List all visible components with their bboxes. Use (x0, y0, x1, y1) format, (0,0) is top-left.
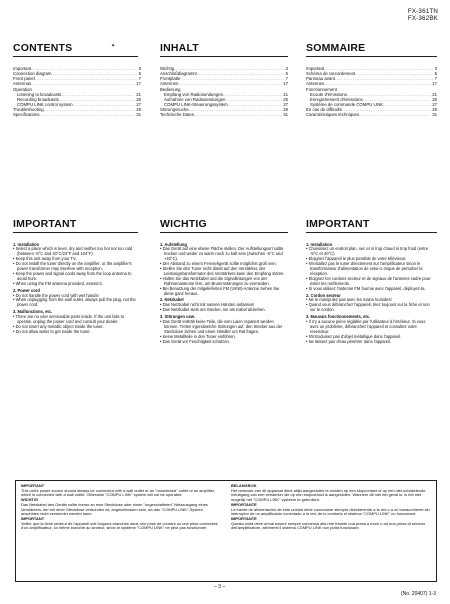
bullet-paragraph: • Keine Metallteile in den Tuner einführen. (160, 333, 236, 339)
toc-entry-label: Empfang von Radiosendungen (164, 91, 224, 97)
wichtig-body (160, 241, 285, 345)
bullet-paragraph: • Il n'y a aucune pièce réglable par l'utilisateur à l'intérieur. Si vous avez un problème, débranchez l'appareil et consultez votre revendeur. (306, 318, 426, 334)
bullet-paragraph: • Keep the power and signal cords away from the loop antenna to avoid hum. (13, 271, 132, 282)
inhalt-heading-block (160, 42, 288, 57)
toc-entry-page: 27 (283, 102, 288, 108)
bullet-paragraph: • Ne le manipulez pas avec les mains humides! (306, 297, 392, 303)
bullet-paragraph: • Halten Sie das Netzkabel und die Signalleitungen von der Rahmenantenne fern, um Brummstörungen zu vermeiden. (160, 276, 270, 287)
toc-entry-label: Technische Daten (160, 112, 195, 118)
bullet-paragraph: • Do not install the tuner directly on the amplifier, or the amplifier's power transformer may interfere with reception. (13, 261, 132, 272)
toc-entry-label: Connection diagram (13, 71, 52, 77)
bullet-paragraph: • Der Abstand zu einem Fernsehgerät sollte möglichst groß sein. (160, 261, 277, 267)
sommaire-title: SOMMAIRE (306, 42, 366, 54)
important-en-title: IMPORTANT (13, 218, 77, 230)
toc-entry-label: Antennen (160, 81, 179, 87)
section-heading: 1. Installation (13, 241, 40, 247)
notice-right-column (231, 484, 431, 531)
toc-entry-page: 29 (432, 107, 437, 113)
toc-entry-page: 21 (283, 91, 288, 97)
toc-entry-page: 17 (432, 81, 437, 87)
bullet-paragraph: • Bei Benutzung der mitgelieferten FM (UKW)-Antenne ziehen Sie diese ganz heraus. (160, 286, 280, 297)
toc-entry-label: Fonctionnement (306, 86, 337, 92)
section-heading: 3. Störungen usw. (160, 313, 196, 319)
toc-entry-page: 5 (434, 71, 437, 77)
bullet-paragraph: • When unplugging from the wall outlet, always pull the plug, not the power cord. (13, 297, 136, 308)
toc-leader-dots (194, 112, 282, 117)
bullet-paragraph: • Das Gerät enthält keine Teile, die vom Laien repariert werden können. Treten irgendwelche Störungen auf, den Stecker aus der Steckdose ziehen und einen Händler um Rat fragen. (160, 318, 283, 334)
contents-rule (13, 56, 138, 57)
toc-entry-label: Bedienung (160, 86, 181, 92)
toc-entry (13, 112, 141, 117)
notice-heading: IMPORTANTE (231, 515, 257, 521)
toc-entry-page: 25 (136, 96, 141, 102)
bullet-paragraph: • Ne laissez pas d'eau pénétrer dans l'appareil. (306, 338, 392, 344)
toc-entry-label: Front panel (13, 76, 35, 82)
toc-entry (160, 112, 288, 117)
toc-entry-label: Enregistrement d'émissions (310, 96, 363, 102)
toc-leader-dots (359, 112, 431, 117)
toc-entry-label: Recording broadcasts (17, 96, 59, 102)
toc-entry (13, 81, 141, 86)
toc-entry-page: 7 (434, 76, 437, 82)
bullet-paragraph: • N'installez pas le tuner directement sur l'amplificateur sinon le transformateur d'alimentation de celui-ci risque de perturber la réception. (306, 261, 423, 277)
sommaire-list (306, 66, 437, 118)
toc-entry-label: Specifications (13, 112, 40, 118)
bullet-paragraph: • Quand vous débranchez l'appareil, tirez toujours sur la fiche et non sur le cordon. (306, 302, 430, 313)
notice-heading: WICHTIG (21, 497, 39, 503)
toc-entry-label: COMPU LINK-Steuerungssystem (164, 102, 228, 108)
bullet-paragraph: • N'introduisez pas d'objet métallique dans l'appareil. (306, 333, 402, 339)
bullet-paragraph: • Eloignez l'appareil le plus possible de votre téléviseur. (306, 256, 407, 262)
section-heading: 2. Cordon secteur (306, 292, 341, 298)
toc-entry-label: Important (13, 66, 32, 71)
toc-entry-page: 27 (136, 102, 141, 108)
toc-entry-label: En cas de difficulté (306, 107, 342, 113)
toc-entry-page: 31 (432, 112, 437, 118)
bullet-paragraph: • When using the FM antenna provided, extend it. (13, 281, 103, 287)
bullet-paragraph: • Si vous utilisez l'antenne FM fournie avec l'appareil, déployez-la. (306, 286, 426, 292)
notice-left-column (21, 484, 221, 531)
toc-leader-dots (324, 81, 431, 86)
toc-entry-page: 29 (283, 107, 288, 113)
bullet-paragraph: • Eloignez les cordons secteur et de signaux de l'antenne cadre pour éviter les ronflements. (306, 276, 431, 287)
toc-entry-page: 5 (138, 71, 141, 77)
toc-entry-label: Panneau avant (306, 76, 335, 82)
toc-entry-label: Système de commande COMPU LINK (310, 102, 384, 108)
toc-entry-page: 17 (136, 81, 141, 87)
sommaire-heading-block (306, 42, 437, 57)
contents-title: CONTENTS (13, 42, 73, 54)
bullet-paragraph: • There are no user serviceable parts inside. If the unit fails to operate, unplug the power cord and consult your dealer. (13, 313, 125, 324)
toc-entry-label: Schéma de raccordement (306, 71, 356, 77)
toc-entry-page: 25 (432, 96, 437, 102)
toc-entry-page: 3 (434, 66, 437, 71)
toc-entry-page: 5 (285, 71, 288, 77)
section-heading: 2. Netzkabel (160, 297, 184, 303)
sommaire-rule (306, 56, 437, 57)
notice-heading: BELANGRIJK (231, 483, 257, 488)
toc-entry-page: 7 (285, 76, 288, 82)
toc-entry-page: 31 (283, 112, 288, 118)
bullet-paragraph: • Das Gerät auf eine ebene Fläche stellen. Der Aufstellungsort sollte trocken und weder zu warm noch zu kalt sein (zwischen -5°C und +40°C). (160, 246, 284, 262)
important-en-rule (13, 232, 138, 233)
toc-entry-page: 3 (138, 66, 141, 71)
important-en-heading-block (13, 218, 138, 233)
wichtig-title: WICHTIG (160, 218, 207, 230)
toc-entry-page: 17 (283, 81, 288, 87)
notice-heading: IMPORTANTE (231, 501, 257, 507)
toc-entry-label: Frontplatte (160, 76, 181, 82)
bullet-paragraph: • Do not handle the power cord with wet hands! (13, 292, 99, 298)
section-heading: 2. Power cord (13, 287, 40, 293)
page-number: – 3 – (214, 584, 226, 590)
toc-entry-label: COMPU LINK control system (17, 102, 73, 108)
contents-heading-block (13, 42, 138, 57)
section-heading: 1. Installation (306, 241, 333, 247)
contents-list (13, 66, 141, 118)
bullet-paragraph: • Das Netzkabel nicht mit nassen Händen anfassen! (160, 302, 255, 308)
toc-entry-label: Antennas (13, 81, 32, 87)
section-heading: 1. Aufstellung (160, 241, 187, 247)
toc-entry-page: 3 (285, 66, 288, 71)
important-en-body (13, 241, 136, 335)
bullet-paragraph: • Stellen Sie den Tuner nicht direkt auf den Verstärker, der Leistungstransformator des Verstärkers kann den Empfang stören. (160, 266, 285, 277)
toc-entry (306, 112, 437, 117)
notice-paragraph: La fuente de alimentación de este unidad debe conectarse siempre directamente a la red o a un tomacorriente sin interruptor de un amplificador conectado a la red; de lo contrario el sistema "COMPU LINK" no funcionará. (231, 506, 430, 517)
bullet-paragraph: • Das Gerät vor Feuchtigkeit schützen. (160, 338, 230, 344)
contents-logo-icon: ✦ (111, 43, 116, 49)
toc-entry-page: 21 (432, 91, 437, 97)
wichtig-rule (160, 232, 288, 233)
notice-paragraph: Questa unità deve ormai essere sempre connessa alla rete tramite una presa a muro o ad una presa di servizio dell'amplificatore, altrimenti il sistema COMPU LINK non potrà funzionare. (231, 520, 426, 531)
toc-entry-label: Troubleshooting (13, 107, 44, 113)
document-number: (No. 20407) 1-3 (400, 591, 436, 597)
important-fr-title: IMPORTANT (306, 218, 370, 230)
toc-entry-label: Operation (13, 86, 32, 92)
notice-heading: IMPORTANT (21, 515, 45, 521)
toc-entry-page: 25 (283, 96, 288, 102)
section-heading: 3. Malfunctions, etc. (13, 308, 53, 314)
wichtig-heading-block (160, 218, 288, 233)
notice-heading: IMPORTANT (21, 483, 45, 488)
inhalt-rule (160, 56, 288, 57)
toc-entry-page: 7 (138, 76, 141, 82)
toc-entry-label: Antennes (306, 81, 325, 87)
model-number-1: FX-361TN (407, 8, 438, 15)
inhalt-title: INHALT (160, 42, 199, 54)
important-fr-rule (306, 232, 437, 233)
important-fr-heading-block (306, 218, 437, 233)
model-number (408, 8, 438, 22)
important-fr-body (306, 241, 435, 345)
toc-entry-label: Ecoute d'émissions (310, 91, 347, 97)
toc-entry-label: Anschlußdiagramm (160, 71, 198, 77)
section-heading: 3. Mauvais fonctionnements, etc. (306, 313, 371, 319)
toc-entry-label: Listening to broadcasts (17, 91, 62, 97)
bullet-paragraph: • Do not allow water to get inside the tuner. (13, 328, 91, 334)
toc-entry-page: 31 (136, 112, 141, 118)
model-number-2: FX-362BK (407, 15, 438, 22)
bullet-paragraph: • Keep this unit away from your TV. (13, 256, 77, 262)
toc-leader-dots (178, 81, 282, 86)
bullet-paragraph: • Select a place which is level, dry and neither too hot nor too cold (between -5°C and 40°C/23°F and 104°F). (13, 246, 133, 257)
toc-entry-page: 29 (136, 107, 141, 113)
notice-paragraph: Veiller que la fiche secteur de l'appareil soit toujours branchée dans une prise de courant ou une prise commutée d'un amplificateur, lui même branché au secteur, sinon le système "COMPU LINK" ne peut pas fonctionner. (21, 520, 218, 531)
toc-entry-page: 21 (136, 91, 141, 97)
notice-paragraph: Het netsnoer van dit apparaat dient altijd aangesloten te worden op een stopcontact of op een niet-schakelende netuitgang van een versterker die op een stopcontact is aangesloten. Wanneer dit niet het geval is, is het niet mogelijk het "COMPU LINK" systeem te gebruiken. (231, 487, 426, 503)
toc-entry-label: Important (306, 66, 325, 71)
power-notice-box (15, 480, 437, 582)
toc-leader-dots (31, 81, 135, 86)
bullet-paragraph: • Do not insert any metallic object inside the tuner. (13, 323, 104, 329)
inhalt-list (160, 66, 288, 118)
toc-entry-label: Aufnahme von Radiosendungen (164, 96, 226, 102)
toc-entry-page: 27 (432, 102, 437, 108)
notice-paragraph: Das Netzkabel des Geräts sollte immer an eine Steckdose oder einen "ungeschalteten" Netzausgang eines Verstärkers, der mit einer Steckdose verbunden ist, angeschlossen sein, da das "COMPU LINK"-System ansonsten nicht verwendet werden kann. (21, 501, 208, 517)
bullet-paragraph: • Das Netzkabel stets am Stecker, nie am Kabel abziehen. (160, 307, 266, 313)
toc-entry-label: Wichtig (160, 66, 175, 71)
notice-paragraph: This unit's power source should always be connected with a wall outlet or an "unswitched" outlet of an amplifier, which is connected with a wall outlet. Otherwise "COMPU LINK" system will not be operated. (21, 487, 215, 498)
bullet-paragraph: • Choisissez un endroit plan, sec et ni trop chaud ni trop froid (entre -5°C et 40°C). (306, 246, 429, 257)
toc-leader-dots (40, 112, 136, 117)
toc-entry-label: Caractéristiques techniques (306, 112, 360, 118)
toc-entry-label: Störungssuche (160, 107, 189, 113)
